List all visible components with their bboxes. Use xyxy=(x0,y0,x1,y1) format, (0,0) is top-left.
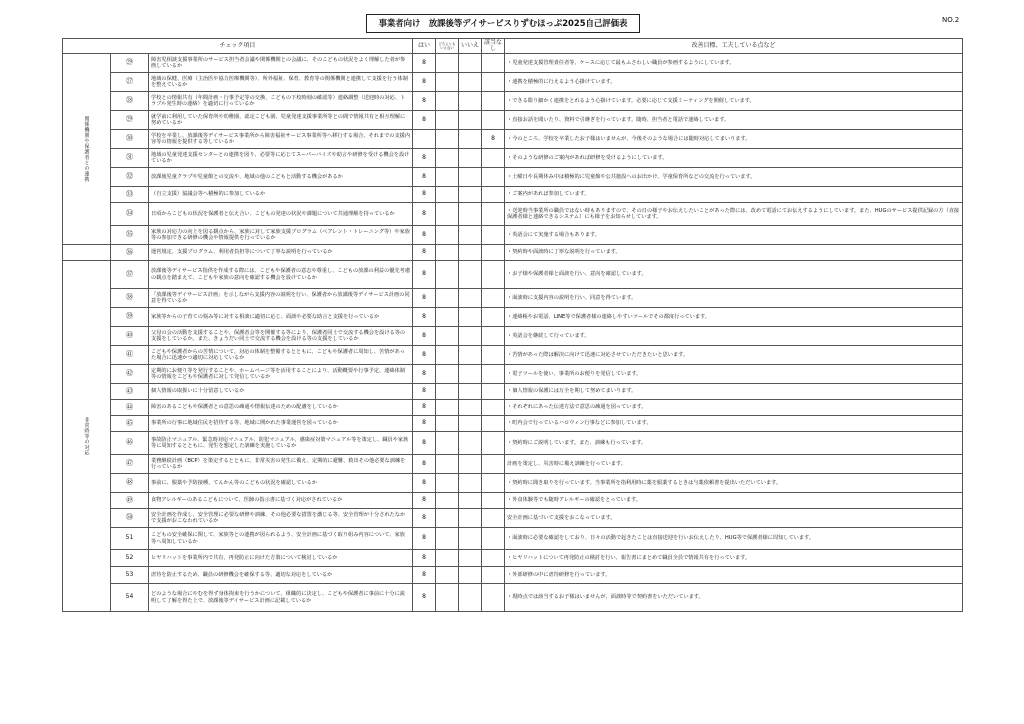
item-number: 53 xyxy=(111,567,149,584)
na-count xyxy=(482,550,505,567)
item-number xyxy=(111,245,149,261)
check-item-text: 地域の児童発達支援センターとの連携を図り、必要等に応じてスーパーバイズや助言や研修を受ける機会を設けているか xyxy=(149,149,413,168)
somewhat-count xyxy=(436,73,459,92)
no-count xyxy=(459,168,482,187)
improvement-note: ・連携を積極的に行えるよう心掛けています。 xyxy=(505,73,963,92)
na-count xyxy=(482,400,505,416)
check-item-text: 就学前に利用していた保育所や幼稚園、認定こども園、児童発達支援事業所等との間で情報共有と相互理解に努めているか xyxy=(149,111,413,130)
na-count xyxy=(482,365,505,384)
somewhat-count xyxy=(436,111,459,130)
item-number xyxy=(111,474,149,493)
improvement-note: 計画を策定し、災害時に備え訓練を行っています。 xyxy=(505,455,963,474)
yes-count: 8 xyxy=(413,73,436,92)
item-number-text: ㊿ xyxy=(126,513,133,522)
group-label-text: 関係機関や保護者との連携 xyxy=(83,116,90,182)
na-count xyxy=(482,455,505,474)
item-number xyxy=(111,455,149,474)
header-somewhat: どちらともいえない xyxy=(436,39,459,54)
table-row xyxy=(63,54,963,73)
no-count xyxy=(459,493,482,509)
item-number-text: ㉙ xyxy=(126,115,133,124)
check-item-text: 日頃からこどもの状況を保護者と伝え合い、こどもの発達の状況や課題について共通理解を持っているか xyxy=(149,203,413,226)
check-item-text: 放課後児童クラブや児童館との交流や、地域の他のこどもと活動する機会があるか xyxy=(149,168,413,187)
improvement-note: ・町内会で行っているハロウィン行事などに参加しています。 xyxy=(505,416,963,432)
no-count xyxy=(459,226,482,245)
na-count xyxy=(482,289,505,308)
item-number xyxy=(111,149,149,168)
check-item-text: 家族等からの子育ての悩み等に対する相談に適切に応じ、面談や必要な助言と支援を行っているか xyxy=(149,308,413,327)
improvement-note: ・送迎時当事業所の職員ではない時もありますので、その日の様子やお伝えしたいことがあった際には、改めて電話にてお伝えするようにしています。また、HUGのサービス提供記録の方（直接保護者様と連絡できるシステム）にも様子をお知らせしています。 xyxy=(505,203,963,226)
somewhat-count xyxy=(436,203,459,226)
header-na: 該当なし xyxy=(482,39,505,54)
check-item-text: 定期的にお便り等を発行することや、ホームページ等を活用することにより、活動概要や行事予定、連絡体制等の情報をこどもや保護者に対して発信しているか xyxy=(149,365,413,384)
item-number-text: ㊶ xyxy=(126,350,133,359)
na-count xyxy=(482,308,505,327)
table-row xyxy=(63,245,963,261)
item-number xyxy=(111,187,149,203)
check-item-text: こどもの安全確保に関して、家族等との連携が図られるよう、安全計画に基づく取り組み内容について、家族等へ周知しているか xyxy=(149,528,413,550)
somewhat-count xyxy=(436,584,459,612)
table-row xyxy=(63,73,963,92)
no-count xyxy=(459,584,482,612)
no-count xyxy=(459,54,482,73)
table-row xyxy=(63,226,963,245)
table-row xyxy=(63,187,963,203)
check-item-text: 事故防止マニュアル、緊急時対応マニュアル、防犯マニュアル、感染症対策マニュアル等を策定し、職員や家族等に周知するとともに、発生を想定した訓練を実施しているか xyxy=(149,432,413,455)
na-count xyxy=(482,384,505,400)
no-count xyxy=(459,550,482,567)
table-row xyxy=(63,432,963,455)
improvement-note: 安全計画に基づいて支援をおこなっています。 xyxy=(505,509,963,528)
table-row xyxy=(63,261,963,289)
item-number-text: ㉝ xyxy=(126,189,133,198)
improvement-note: ・連絡帳やお電話、LINE等で保護者様の連絡しやすいツールでその都度行っています。 xyxy=(505,308,963,327)
item-number: 54 xyxy=(111,584,149,612)
somewhat-count xyxy=(436,509,459,528)
check-item-text: 食物アレルギーのあるこどもについて、医師の指示書に基づく対応がされているか xyxy=(149,493,413,509)
improvement-note: ・ご案内があれば参加しています。 xyxy=(505,187,963,203)
check-item-text: 障害のあるこどもや保護者との意思の疎通や情報伝達のための配慮をしているか xyxy=(149,400,413,416)
check-item-text: 地域の保健、医療（主治医や協力医療機関等）、所外福祉、保育、教育等の関係機関と連携して支援を行う体制を整えているか xyxy=(149,73,413,92)
item-number-text: ㊻ xyxy=(126,438,133,447)
no-count xyxy=(459,289,482,308)
improvement-note: ・外部研修の中に虐待研修を行っています。 xyxy=(505,567,963,584)
na-count xyxy=(482,327,505,346)
group-label xyxy=(63,54,111,245)
check-item-text: 事前に、服薬や予防接種、てんかん等のこどもの状況を確認しているか xyxy=(149,474,413,493)
yes-count: 8 xyxy=(413,567,436,584)
document-title: 事業者向け 放課後等デイサービスりずむほっぷ2025自己評価表 xyxy=(366,14,640,33)
table-row xyxy=(63,289,963,308)
improvement-note: ・土曜日や長期休み中は積極的に児童館や公共施設へのお出かけ、学童保育所などの交流を行っています。 xyxy=(505,168,963,187)
improvement-note: ・児童発達支援管理責任者等、ケースに応じて最もふさわしい職員が参画するようにしています。 xyxy=(505,54,963,73)
no-count xyxy=(459,149,482,168)
yes-count: 8 xyxy=(413,203,436,226)
item-number-text: ㊼ xyxy=(126,459,133,468)
yes-count: 8 xyxy=(413,550,436,567)
check-item-text: こどもや保護者からの苦情について、対応の体制を整備するとともに、こどもや保護者に周知し、苦情があった場合に迅速かつ適切に対応しているか xyxy=(149,346,413,365)
check-item-text: 障害児相談支援事業所のサービス担当者会議や関係機関との会議に、そのこどもの状況をよく理解した者が参画しているか xyxy=(149,54,413,73)
item-number-text: ㊵ xyxy=(126,331,133,340)
no-count xyxy=(459,416,482,432)
na-count xyxy=(482,73,505,92)
table-row xyxy=(63,203,963,226)
item-number xyxy=(111,384,149,400)
no-count xyxy=(459,130,482,149)
item-number-text: ㊾ xyxy=(126,495,133,504)
na-count xyxy=(482,187,505,203)
item-number xyxy=(111,509,149,528)
table-row xyxy=(63,584,963,612)
improvement-note: ・直接お話を聞いたり、資料で引継ぎを行っています。随時、担当者と電話で連絡しています。 xyxy=(505,111,963,130)
no-count xyxy=(459,327,482,346)
improvement-note: ・できる限り細かく連携をとれるよう心掛けています。必要に応じて支援ミーティングを開催しています。 xyxy=(505,92,963,111)
check-item-text: どのような場合にやむを得ず身体拘束を行うかについて、組織的に決定し、こどもや保護者に事前に十分に説明して了解を得た上で、放課後等デイサービス計画に記載しているか xyxy=(149,584,413,612)
table-row xyxy=(63,550,963,567)
improvement-note: ・英語会にて実施する場合もあります。 xyxy=(505,226,963,245)
somewhat-count xyxy=(436,327,459,346)
yes-count: 8 xyxy=(413,455,436,474)
somewhat-count xyxy=(436,474,459,493)
check-item-text: 事業所の行事に地域住民を招待する等、地域に開かれた事業運営を図っているか xyxy=(149,416,413,432)
table-row xyxy=(63,384,963,400)
table-row xyxy=(63,149,963,168)
no-count xyxy=(459,73,482,92)
header-item: チェック項目 xyxy=(63,39,413,54)
no-count xyxy=(459,187,482,203)
somewhat-count xyxy=(436,149,459,168)
somewhat-count xyxy=(436,261,459,289)
improvement-note: ・ヒヤリハットについて再発防止の検討を行い、報告書にまとめて職員全員で情報共有を行っています。 xyxy=(505,550,963,567)
somewhat-count xyxy=(436,245,459,261)
na-count xyxy=(482,92,505,111)
check-item-text: ヒヤリハットを事業所内で共有、再発防止に向けた方策について検討しているか xyxy=(149,550,413,567)
yes-count: 8 xyxy=(413,54,436,73)
check-item-text: 学校を卒業し、放課後等デイサービス事業所から障害福祉サービス事業所等へ移行する場合、それまでの支援内容等の情報を提供する等しているか xyxy=(149,130,413,149)
table-row xyxy=(63,346,963,365)
item-number xyxy=(111,308,149,327)
item-number xyxy=(111,92,149,111)
table-row xyxy=(63,327,963,346)
check-item-text: 家族の対応力の向上を図る観点から、家族に対して家族支援プログラム（ペアレント・トレーニング等）や家族等の参加できる研修の機会や情報提供を行っているか xyxy=(149,226,413,245)
somewhat-count xyxy=(436,308,459,327)
check-item-text: 学校との情報共有（年間計画・行事予定等の交換、こどもの下校時刻の確認等）連絡調整（送迎時の対応、トラブル発生時の連絡）を適切に行っているか xyxy=(149,92,413,111)
item-number xyxy=(111,327,149,346)
yes-count: 8 xyxy=(413,187,436,203)
item-number-text: ㉘ xyxy=(126,96,133,105)
yes-count: 8 xyxy=(413,245,436,261)
na-count xyxy=(482,168,505,187)
no-count xyxy=(459,567,482,584)
somewhat-count xyxy=(436,493,459,509)
somewhat-count xyxy=(436,528,459,550)
no-count xyxy=(459,400,482,416)
table-row xyxy=(63,168,963,187)
item-number-text: ㊹ xyxy=(126,402,133,411)
item-number-text: ㉜ xyxy=(126,172,133,181)
table-row xyxy=(63,130,963,149)
improvement-note: ・それぞれにあった伝達方法で意思の疎通を図っています。 xyxy=(505,400,963,416)
yes-count: 8 xyxy=(413,346,436,365)
somewhat-count xyxy=(436,92,459,111)
table-header-row xyxy=(63,39,963,54)
no-count xyxy=(459,365,482,384)
item-number xyxy=(111,111,149,130)
item-number xyxy=(111,73,149,92)
item-number xyxy=(111,432,149,455)
improvement-note: ・契約時や面談時に丁寧な説明を行っています。 xyxy=(505,245,963,261)
somewhat-count xyxy=(436,455,459,474)
improvement-note: ・現時点では該当するお子様はいませんが、面談時等で契約書をいただいています。 xyxy=(505,584,963,612)
item-number xyxy=(111,289,149,308)
yes-count: 8 xyxy=(413,416,436,432)
yes-count: 8 xyxy=(413,149,436,168)
no-count xyxy=(459,384,482,400)
na-count xyxy=(482,416,505,432)
check-item-text: 放課後等デイサービス指供を作成する際には、こどもや保護者の意志や尊重し、こどもの放課の利益の優先考慮の観点を踏まえて、こどもや家族の意向を確認する機会を設けているか xyxy=(149,261,413,289)
yes-count: 8 xyxy=(413,168,436,187)
item-number-text: ㉞ xyxy=(126,209,133,218)
check-item-text: 業務継続計画（BCP）を策定するとともに、非常災害の発生に備え、定期的に避難、救出その他必要な訓練を行っているか xyxy=(149,455,413,474)
yes-count: 8 xyxy=(413,584,436,612)
no-count xyxy=(459,474,482,493)
improvement-note: ・そのような研修のご案内があれば研修を受けるようにしています。 xyxy=(505,149,963,168)
item-number xyxy=(111,493,149,509)
item-number: 52 xyxy=(111,550,149,567)
no-count xyxy=(459,111,482,130)
item-number xyxy=(111,261,149,289)
yes-count xyxy=(413,130,436,149)
improvement-note: ・今のところ、学校を卒業したお子様はいませんが、今後そのような場合には随時対応してまいります。 xyxy=(505,130,963,149)
table-row xyxy=(63,400,963,416)
na-count xyxy=(482,149,505,168)
check-item-text: 安全計画を作成し、安全管理に必要な研修や訓練、その他必要な措置を講じる等、安全管理が十分されたなかで支援がおこなわれているか xyxy=(149,509,413,528)
na-count xyxy=(482,203,505,226)
item-number-text: ㊺ xyxy=(126,418,133,427)
item-number xyxy=(111,168,149,187)
yes-count: 8 xyxy=(413,474,436,493)
item-number-text: ㊳ xyxy=(126,293,133,302)
item-number-text: ㊽ xyxy=(126,478,133,487)
table-row xyxy=(63,493,963,509)
item-number-text: ㊷ xyxy=(126,369,133,378)
no-count xyxy=(459,203,482,226)
no-count xyxy=(459,455,482,474)
item-number-text: ㊴ xyxy=(126,312,133,321)
somewhat-count xyxy=(436,130,459,149)
na-count xyxy=(482,474,505,493)
na-count xyxy=(482,245,505,261)
check-item-text: 「放課後等デイサービス計画」を示しながら支援内容の説明を行い、保護者から放課後等デイサービス計画の同意を得ているか xyxy=(149,289,413,308)
somewhat-count xyxy=(436,289,459,308)
table-row xyxy=(63,455,963,474)
na-count xyxy=(482,111,505,130)
group-label-text: 非常時等の対応 xyxy=(83,416,90,456)
somewhat-count xyxy=(436,346,459,365)
no-count xyxy=(459,261,482,289)
no-count xyxy=(459,432,482,455)
somewhat-count xyxy=(436,365,459,384)
no-count xyxy=(459,528,482,550)
item-number-text: ㊲ xyxy=(126,269,133,278)
na-count: 8 xyxy=(482,130,505,149)
somewhat-count xyxy=(436,187,459,203)
item-number: 51 xyxy=(111,528,149,550)
check-item-text: （自立支援）協議会等へ積極的に参加しているか xyxy=(149,187,413,203)
item-number xyxy=(111,346,149,365)
table-row xyxy=(63,528,963,550)
group-label xyxy=(63,245,111,261)
item-number xyxy=(111,203,149,226)
na-count xyxy=(482,346,505,365)
yes-count: 8 xyxy=(413,528,436,550)
check-item-text: 個人情報の取扱いに十分留意しているか xyxy=(149,384,413,400)
somewhat-count xyxy=(436,226,459,245)
improvement-note: ・面談時に支援内容の説明を行い、同意を得ています。 xyxy=(505,289,963,308)
improvement-note: ・外食体験等でも随時アレルギーの確認をとっています。 xyxy=(505,493,963,509)
table-row xyxy=(63,365,963,384)
item-number-text: ㉙ xyxy=(126,58,133,67)
item-number xyxy=(111,54,149,73)
improvement-note: ・苦情があった際は解決に向けて迅速に対応させていただきたいと思います。 xyxy=(505,346,963,365)
no-count xyxy=(459,245,482,261)
item-number xyxy=(111,365,149,384)
yes-count: 8 xyxy=(413,92,436,111)
yes-count: 8 xyxy=(413,432,436,455)
improvement-note: ・個人情報の保護には万全を期して努めてまいります。 xyxy=(505,384,963,400)
table-row xyxy=(63,308,963,327)
item-number-text: ㉛ xyxy=(126,153,133,162)
item-number-text: ㉚ xyxy=(126,134,133,143)
somewhat-count xyxy=(436,54,459,73)
improvement-note: ・英語会を継続して行っています。 xyxy=(505,327,963,346)
item-number-text: ㊸ xyxy=(126,386,133,395)
somewhat-count xyxy=(436,432,459,455)
table-body xyxy=(63,54,963,612)
yes-count: 8 xyxy=(413,400,436,416)
self-evaluation-table xyxy=(62,38,963,612)
item-number-text: ㊱ xyxy=(126,247,133,256)
page-number: NO.2 xyxy=(942,16,960,24)
header-improvement: 改善目標、工夫している点など xyxy=(505,39,963,54)
yes-count: 8 xyxy=(413,509,436,528)
header-no: いいえ xyxy=(459,39,482,54)
na-count xyxy=(482,261,505,289)
na-count xyxy=(482,493,505,509)
na-count xyxy=(482,432,505,455)
yes-count: 8 xyxy=(413,261,436,289)
check-item-text: 運営規定、支援プログラム、利用者負担等について丁寧な説明を行っているか xyxy=(149,245,413,261)
improvement-note: ・契約時にご説明しています。また、訓練も行っています。 xyxy=(505,432,963,455)
check-item-text: 虐待を防止するため、職員の研修機会を確保する等、適切な対応をしているか xyxy=(149,567,413,584)
na-count xyxy=(482,528,505,550)
yes-count: 8 xyxy=(413,308,436,327)
yes-count: 8 xyxy=(413,365,436,384)
item-number-text: ㉟ xyxy=(126,230,133,239)
somewhat-count xyxy=(436,168,459,187)
no-count xyxy=(459,92,482,111)
na-count xyxy=(482,54,505,73)
table-row xyxy=(63,509,963,528)
no-count xyxy=(459,509,482,528)
somewhat-count xyxy=(436,416,459,432)
check-item-text: 父母の会の活動を支援することや、保護者会等を開催する等により、保護者同士で交流する機会を設ける等の支援をしているか。また、きょうだい同士で交流する機会を設ける等の支援をしているか xyxy=(149,327,413,346)
somewhat-count xyxy=(436,567,459,584)
na-count xyxy=(482,226,505,245)
na-count xyxy=(482,509,505,528)
yes-count: 8 xyxy=(413,226,436,245)
group-label xyxy=(63,261,111,612)
yes-count: 8 xyxy=(413,327,436,346)
table-row xyxy=(63,567,963,584)
improvement-note: ・電子ツールを使い、事業所のお便りを発信しています。 xyxy=(505,365,963,384)
table-row xyxy=(63,111,963,130)
improvement-note: ・面談時に必要な確認をしており、日々の活動で起きたことは直接送迎を行いお伝えしたり、HUG等で保護者様に周知しています。 xyxy=(505,528,963,550)
yes-count: 8 xyxy=(413,111,436,130)
item-number xyxy=(111,416,149,432)
somewhat-count xyxy=(436,550,459,567)
item-number xyxy=(111,130,149,149)
item-number-text: ㉗ xyxy=(126,77,133,86)
na-count xyxy=(482,584,505,612)
no-count xyxy=(459,308,482,327)
header-yes: はい xyxy=(413,39,436,54)
item-number xyxy=(111,400,149,416)
somewhat-count xyxy=(436,384,459,400)
table-row xyxy=(63,474,963,493)
table-row xyxy=(63,416,963,432)
yes-count: 8 xyxy=(413,493,436,509)
na-count xyxy=(482,567,505,584)
improvement-note: ・お子様や保護者様と面談を行い、意向を確認しています。 xyxy=(505,261,963,289)
no-count xyxy=(459,346,482,365)
yes-count: 8 xyxy=(413,384,436,400)
table-row xyxy=(63,92,963,111)
item-number xyxy=(111,226,149,245)
somewhat-count xyxy=(436,400,459,416)
improvement-note: ・契約時に聞き取りを行っています。当事業所を指利用時に薬を服薬するときは与薬依頼書を提出いただいています。 xyxy=(505,474,963,493)
yes-count: 8 xyxy=(413,289,436,308)
